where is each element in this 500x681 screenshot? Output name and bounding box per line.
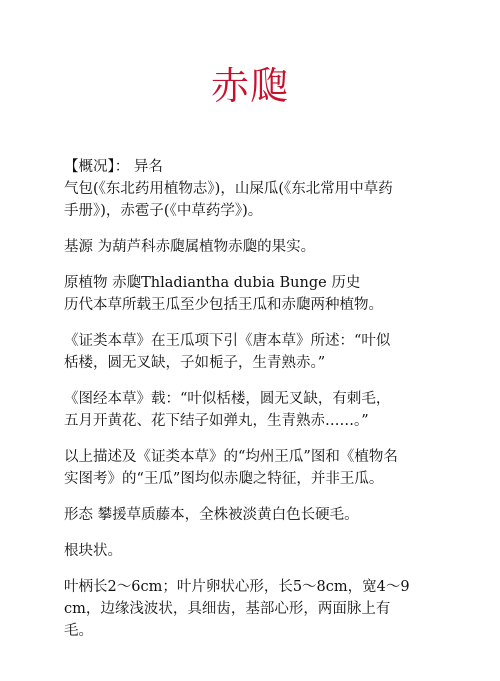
text-line: 毛。 <box>64 623 93 639</box>
paragraph-leaf <box>64 576 444 642</box>
page-title: 赤瓟 <box>210 64 289 108</box>
paragraph-morphology <box>64 504 444 526</box>
text-line: 以上描述及《证类本草》的“均州王瓜”图和《植物名 <box>64 449 398 465</box>
paragraph-root <box>64 540 444 562</box>
paragraph-tujing <box>64 388 444 432</box>
text-line: 历代本草所载王瓜至少包括王瓜和赤瓟两种植物。 <box>64 297 383 313</box>
text-line: 基源 为葫芦科赤瓟属植物赤瓟的果实。 <box>64 239 316 255</box>
paragraph-source <box>64 236 444 258</box>
text-line: 栝楼，圆无叉缺，子如栀子，生青熟赤。” <box>64 355 326 371</box>
text-line: 实图考》的“王瓜”图均似赤瓟之特征，并非王瓜。 <box>64 471 384 487</box>
text-line: 气包(《东北药用植物志》)，山屎瓜(《东北常用中草药 <box>64 181 393 197</box>
document-body <box>64 156 444 642</box>
text-line: cm，边缘浅波状，具细齿，基部心形，两面脉上有 <box>64 601 391 617</box>
text-line: 《图经本草》载：“叶似栝楼，圆无叉缺，有刺毛， <box>64 391 391 407</box>
text-line: 叶柄长2～6cm；叶片卵状心形，长5～8cm，宽4～9 <box>64 579 410 595</box>
text-line: 【概况】： 异名 <box>64 159 163 175</box>
text-line: 形态 攀援草质藤本，全株被淡黄白色长硬毛。 <box>64 507 359 523</box>
text-line: 原植物 赤瓟Thladiantha dubia Bunge 历史 <box>64 275 361 291</box>
paragraph-overview <box>64 156 444 222</box>
text-line: 《证类本草》在王瓜项下引《唐本草》所述：“叶似 <box>64 333 391 349</box>
paragraph-plant-history <box>64 272 444 316</box>
text-line: 手册》)，赤雹子(《中草药学》)。 <box>64 203 263 219</box>
text-line: 五月开黄花、花下结子如弹丸，生青熟赤……。” <box>64 413 369 429</box>
text-line: 根块状。 <box>64 543 122 559</box>
paragraph-zhenglei <box>64 330 444 374</box>
paragraph-conclusion <box>64 446 444 490</box>
